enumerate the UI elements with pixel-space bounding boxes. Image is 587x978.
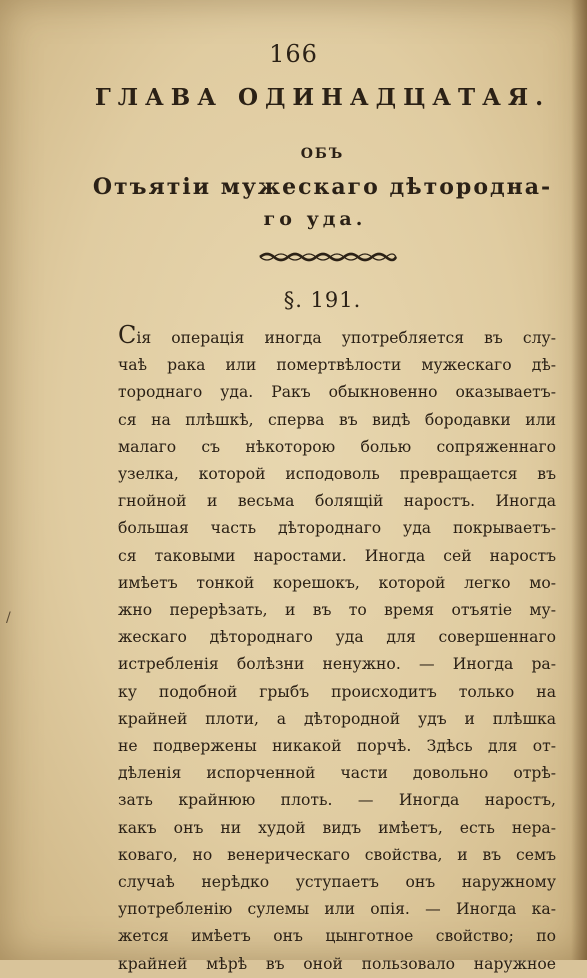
text-line: жескаго дѣтороднаго уда для совершеннаго <box>118 628 556 647</box>
text-line: малаго съ нѣкоторою болью сопряженнаго <box>118 437 556 456</box>
text-line: ся на плѣшкѣ, сперва въ видѣ бородавки или <box>118 410 556 429</box>
chapter-title: ГЛАВА ОДИНАДЦАТАЯ. <box>94 84 551 111</box>
chapter-subtitle-line-2: го уда. <box>263 208 367 230</box>
page-spine-shadow <box>571 0 587 960</box>
text-line: тороднаго уда. Ракъ обыкновенно оказываетъ- <box>118 383 556 402</box>
text-line: жется имѣетъ онъ цынготное свойство; по <box>118 927 556 946</box>
text-line: употребленію сулемы или опія. — Иногда ка- <box>118 900 556 919</box>
text-line: дѣленія испорченной части довольно отрѣ- <box>118 764 556 783</box>
text-line: не подвержены никакой порчѣ. Здѣсь для от- <box>118 737 556 756</box>
text-line: имѣетъ тонкой корешокъ, которой легко мо- <box>118 573 556 592</box>
text-line: какъ онъ ни худой видъ имѣетъ, есть нера- <box>118 818 556 837</box>
text-line: узелка, которой исподоволь превращается въ <box>118 465 556 484</box>
section-number: §. 191. <box>283 288 362 312</box>
text-line: коваго, но венерическаго свойства, и въ семъ <box>118 845 556 864</box>
text-line: жно перерѣзать, и въ то время отъятіе му- <box>118 601 556 620</box>
text-line: ся таковыми наростами. Иногда сей наростъ <box>118 546 556 565</box>
text-line: Сія операція иногда употребляется въ слу- <box>118 322 556 349</box>
chapter-subtitle-line-1: Отъятіи мужескаго дѣтороднa- <box>92 174 553 200</box>
decorative-divider-ornament <box>258 250 398 264</box>
text-line: случаѣ нерѣдко уступаетъ онъ наружному <box>118 873 556 892</box>
text-line: большая часть дѣтороднаго уда покрываетъ- <box>118 519 556 538</box>
text-line: крайней мѣрѣ въ оной пользовало наружное <box>118 954 556 973</box>
text-line: зать крайнюю плоть. — Иногда наростъ, <box>118 791 556 810</box>
margin-pencil-mark: / <box>6 610 11 626</box>
page-number: 166 <box>269 40 318 68</box>
text-line: истребленія болѣзни ненужно. — Иногда ра- <box>118 655 556 674</box>
about-word: ОБЪ <box>300 146 345 162</box>
text-line: гнойной и весьма болящій наростъ. Иногда <box>118 492 556 511</box>
body-paragraph <box>118 322 556 978</box>
text-line: ку подобной грыбъ происходитъ только на <box>118 682 556 701</box>
text-line: крайней плоти, а дѣтородной удъ и плѣшка <box>118 709 556 728</box>
text-line: чаѣ рака или помертвѣлости мужескаго дѣ- <box>118 356 556 375</box>
